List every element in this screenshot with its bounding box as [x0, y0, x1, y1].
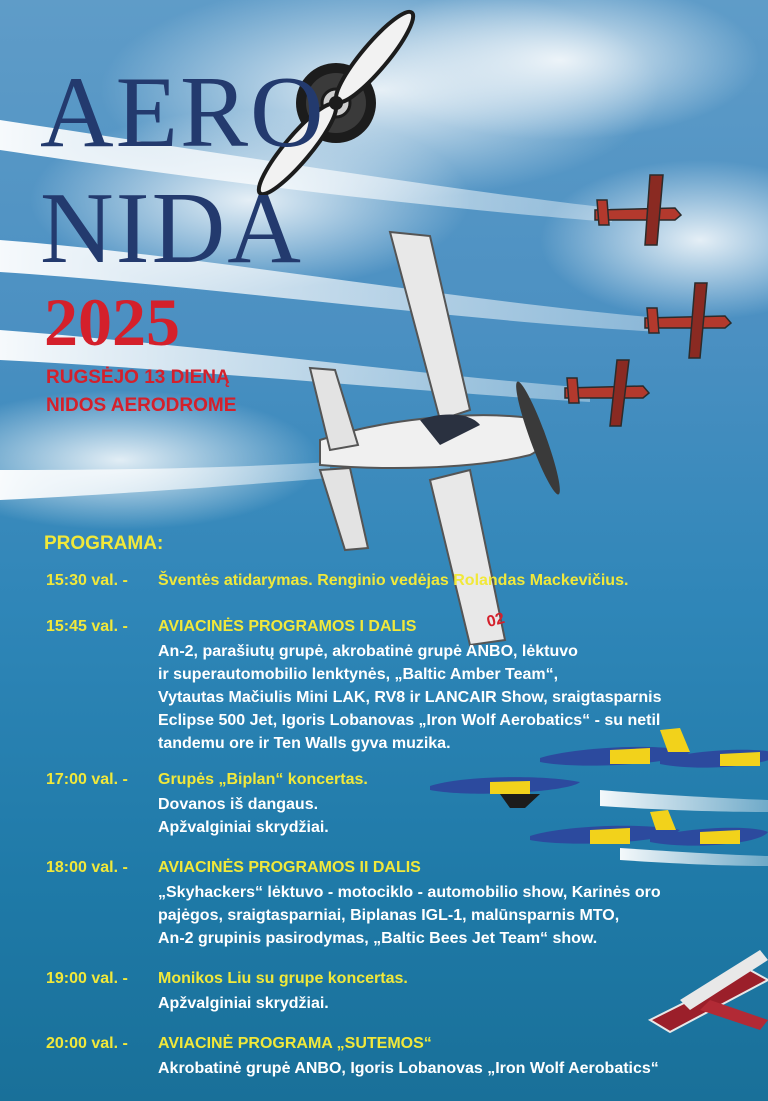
schedule-details — [158, 881, 661, 950]
schedule-headline: Monikos Liu su grupe koncertas. — [158, 970, 408, 987]
schedule-time: 15:30 val. - — [46, 572, 128, 589]
schedule-time: 18:00 val. - — [46, 859, 128, 876]
schedule-detail-line: An-2, parašiutų grupė, akrobatinė grupė ANBO, lėktuvo — [158, 643, 578, 660]
schedule-detail-line: tandemu ore ir Ten Walls gyva muzika. — [158, 735, 451, 752]
schedule-detail-line: Akrobatinė grupė ANBO, Igoris Lobanovas „Iron Wolf Aerobatics“ — [158, 1060, 659, 1077]
schedule-detail-line: pajėgos, sraigtasparniai, Biplanas IGL-1, malūnsparnis MTO, — [158, 907, 620, 924]
schedule-details — [158, 1057, 659, 1080]
schedule-detail-line: ir superautomobilio lenktynės, „Baltic Amber Team“, — [158, 666, 559, 683]
schedule-headline: AVIACINĖS PROGRAMOS II DALIS — [158, 859, 421, 876]
schedule-detail-line: An-2 grupinis pasirodymas, „Baltic Bees Jet Team“ show. — [158, 930, 598, 947]
program-heading: PROGRAMA: — [44, 533, 164, 554]
schedule-details — [158, 793, 329, 839]
event-location: NIDOS AERODROME — [46, 395, 237, 416]
schedule-details — [158, 640, 662, 755]
red-biplane — [650, 950, 768, 1032]
schedule-time: 20:00 val. - — [46, 1035, 128, 1052]
schedule-detail-line: Eclipse 500 Jet, Igoris Lobanovas „Iron Wolf Aerobatics“ - su netil — [158, 712, 661, 729]
event-date: RUGSĖJO 13 DIENĄ — [46, 367, 230, 388]
schedule-details — [158, 992, 329, 1015]
schedule-detail-line: „Skyhackers“ lėktuvo - motociklo - automobilio show, Karinės oro — [158, 884, 661, 901]
title-aero: AERO — [40, 56, 326, 169]
schedule-detail-line: Apžvalginiai skrydžiai. — [158, 819, 329, 836]
schedule-time: 15:45 val. - — [46, 618, 128, 635]
schedule-headline: Šventės atidarymas. Renginio vedėjas Rolandas Mackevičius. — [158, 572, 629, 589]
schedule-time: 19:00 val. - — [46, 970, 128, 987]
schedule-time: 17:00 val. - — [46, 771, 128, 788]
schedule-detail-line: Apžvalginiai skrydžiai. — [158, 995, 329, 1012]
schedule-headline: Grupės „Biplan“ koncertas. — [158, 771, 368, 788]
schedule-detail-line: Vytautas Mačiulis Mini LAK, RV8 ir LANCAIR Show, sraigtasparnis — [158, 689, 662, 706]
schedule-headline: AVIACINĖS PROGRAMOS I DALIS — [158, 618, 417, 635]
event-year: 2025 — [44, 284, 180, 360]
title-nida: NIDA — [40, 172, 303, 285]
schedule-detail-line: Dovanos iš dangaus. — [158, 796, 319, 813]
plane-tail-number: 02 — [484, 610, 507, 632]
schedule-headline: AVIACINĖ PROGRAMA „SUTEMOS“ — [158, 1035, 432, 1052]
